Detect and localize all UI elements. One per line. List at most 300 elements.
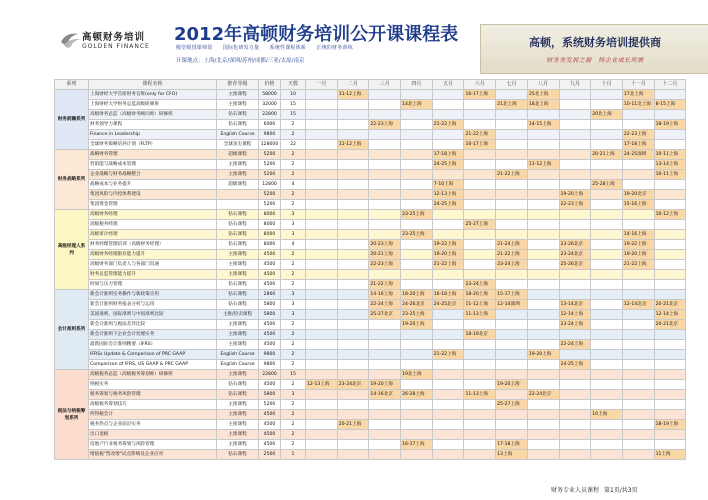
recommend-level: 主推课程 xyxy=(217,340,259,350)
price: 4500 xyxy=(259,270,281,280)
session-cell xyxy=(306,170,338,180)
recommend-level: 主推课程 xyxy=(217,170,259,180)
days: 15 xyxy=(281,100,306,110)
session-cell xyxy=(369,230,401,240)
session-cell xyxy=(401,150,433,160)
table-row xyxy=(55,350,686,360)
session-cell xyxy=(337,150,369,160)
session-cell xyxy=(559,90,591,100)
session-cell xyxy=(464,450,496,460)
session-cell xyxy=(432,410,464,420)
days: 2 xyxy=(281,440,306,450)
session-cell xyxy=(622,170,654,180)
session-cell xyxy=(464,240,496,250)
course-name: 时间与压力管理 xyxy=(89,280,217,290)
session-cell xyxy=(432,380,464,390)
session-cell: 25-27北京 xyxy=(369,310,401,320)
course-name: 高级审计经理 xyxy=(89,230,217,240)
session-cell xyxy=(527,110,559,120)
session-cell: 20-23上海 xyxy=(369,240,401,250)
session-cell: 17-18上海 xyxy=(496,440,528,450)
session-cell xyxy=(496,210,528,220)
session-cell xyxy=(559,380,591,390)
session-cell xyxy=(464,180,496,190)
session-cell xyxy=(401,340,433,350)
session-cell xyxy=(464,160,496,170)
recommend-level: 钻石课程 xyxy=(217,300,259,310)
page-header xyxy=(54,12,672,72)
session-cell xyxy=(591,170,623,180)
session-cell xyxy=(527,210,559,220)
session-cell xyxy=(622,120,654,130)
session-cell xyxy=(496,90,528,100)
days: 2 xyxy=(281,350,306,360)
session-cell: 11-12上海 xyxy=(464,300,496,310)
session-cell xyxy=(496,140,528,150)
session-cell xyxy=(464,410,496,420)
session-cell: 19-22上海 xyxy=(432,240,464,250)
session-cell xyxy=(591,330,623,340)
days: 15 xyxy=(281,370,306,380)
price: 8000 xyxy=(259,220,281,230)
session-cell xyxy=(432,390,464,400)
session-cell xyxy=(527,130,559,140)
recommend-level: English Course xyxy=(217,360,259,370)
session-cell xyxy=(527,140,559,150)
session-cell xyxy=(527,170,559,180)
session-cell xyxy=(622,340,654,350)
table-row xyxy=(55,330,686,340)
session-cell xyxy=(369,180,401,190)
table-row xyxy=(55,420,686,430)
table-row xyxy=(55,210,686,220)
session-cell xyxy=(591,400,623,410)
course-name: 集团资金管理 xyxy=(89,200,217,210)
session-cell xyxy=(559,430,591,440)
table-row xyxy=(55,340,686,350)
price: 128000 xyxy=(259,140,281,150)
session-cell: 15-16上海 xyxy=(622,200,654,210)
session-cell xyxy=(496,190,528,200)
course-name: 高级税务总监（高级税务筹划师）研修班 xyxy=(89,370,217,380)
course-name: 房地产行业税务筹划与风险管理 xyxy=(89,440,217,450)
session-cell xyxy=(337,280,369,290)
session-cell: 12-13上海 xyxy=(432,190,464,200)
session-cell xyxy=(496,220,528,230)
session-cell xyxy=(559,350,591,360)
session-cell xyxy=(337,320,369,330)
session-cell: 19-20上海 xyxy=(496,380,528,390)
session-cell xyxy=(591,390,623,400)
session-cell: 22-23上海 xyxy=(369,120,401,130)
session-cell xyxy=(306,100,338,110)
days: 2 xyxy=(281,150,306,160)
column-header: 九月 xyxy=(559,80,591,90)
session-cell: 23-24北京 xyxy=(559,250,591,260)
session-cell: 18-19北京 xyxy=(464,330,496,340)
session-cell xyxy=(337,410,369,420)
table-row xyxy=(55,400,686,410)
course-name: 纳税实务 xyxy=(89,380,217,390)
price: 2500 xyxy=(259,450,281,460)
price: 4500 xyxy=(259,250,281,260)
session-cell xyxy=(527,450,559,460)
session-cell: 16-17上海 xyxy=(464,140,496,150)
session-cell: 11-12上海 xyxy=(337,90,369,100)
session-cell xyxy=(306,320,338,330)
recommend-level xyxy=(217,190,259,200)
days: 2 xyxy=(281,420,306,430)
session-cell: 18北上海 xyxy=(527,100,559,110)
session-cell xyxy=(591,360,623,370)
recommend-level: 钻石课程 xyxy=(217,240,259,250)
session-cell xyxy=(337,340,369,350)
price: 9800 xyxy=(259,360,281,370)
session-cell xyxy=(306,410,338,420)
session-cell xyxy=(496,330,528,340)
series-category: 高级经理人系列 xyxy=(55,210,89,290)
session-cell xyxy=(591,200,623,210)
session-cell xyxy=(306,420,338,430)
column-header: 十月 xyxy=(591,80,623,90)
session-cell xyxy=(622,450,654,460)
session-cell xyxy=(464,440,496,450)
session-cell xyxy=(559,120,591,130)
price: 5200 xyxy=(259,150,281,160)
recommend-level: 钻石课程 xyxy=(217,230,259,240)
days: 3 xyxy=(281,210,306,220)
session-cell xyxy=(496,310,528,320)
table-row xyxy=(55,300,686,310)
session-cell xyxy=(654,360,686,370)
session-cell: 25-28上海 xyxy=(591,180,623,190)
course-name: 增值税"营改增"试点影响及企业应对 xyxy=(89,450,217,460)
session-cell xyxy=(432,110,464,120)
session-cell xyxy=(654,410,686,420)
session-cell xyxy=(432,270,464,280)
session-cell: 21-22上海 xyxy=(432,350,464,360)
recommend-level: 主推课程 xyxy=(217,430,259,440)
session-cell xyxy=(401,200,433,210)
session-cell xyxy=(337,260,369,270)
session-cell xyxy=(559,290,591,300)
session-cell xyxy=(464,320,496,330)
session-cell: 17北上海 xyxy=(622,90,654,100)
session-cell: 22-24上海 xyxy=(559,340,591,350)
session-cell xyxy=(306,440,338,450)
session-cell xyxy=(654,350,686,360)
session-cell: 14-16上海 xyxy=(369,290,401,300)
session-cell xyxy=(591,120,623,130)
course-name: 上海财经大学财务总监高级研修班 xyxy=(89,100,217,110)
session-cell xyxy=(306,180,338,190)
session-cell xyxy=(591,440,623,450)
session-cell xyxy=(527,230,559,240)
session-cell xyxy=(401,430,433,440)
session-cell: 22-24上海 xyxy=(369,300,401,310)
course-name: 新会计准则实务操作与新政策应用 xyxy=(89,290,217,300)
session-cell xyxy=(369,200,401,210)
session-cell xyxy=(622,220,654,230)
logo-english-name: GOLDEN FINANCE xyxy=(82,43,150,50)
session-cell xyxy=(591,380,623,390)
session-cell xyxy=(622,360,654,370)
recommend-level: 主推课程 xyxy=(217,400,259,410)
session-cell: 10-12上海 xyxy=(654,210,686,220)
column-header: 一月 xyxy=(306,80,338,90)
session-cell: 20-21上海 xyxy=(337,420,369,430)
session-cell xyxy=(306,260,338,270)
session-cell: 21-22上海 xyxy=(432,260,464,270)
session-cell xyxy=(622,270,654,280)
session-cell xyxy=(401,350,433,360)
recommend-level: 超级课程 xyxy=(217,150,259,160)
session-cell xyxy=(369,430,401,440)
course-name: Finance in Leadership xyxy=(89,130,217,140)
session-cell xyxy=(432,330,464,340)
session-cell xyxy=(337,110,369,120)
days: 3 xyxy=(281,300,306,310)
session-cell xyxy=(369,140,401,150)
session-cell xyxy=(401,450,433,460)
session-cell xyxy=(654,370,686,380)
session-cell xyxy=(337,430,369,440)
session-cell xyxy=(306,140,338,150)
recommend-level: 超级课程 xyxy=(217,180,259,190)
session-cell xyxy=(622,430,654,440)
course-name: 新会计准则财务报表分析与运用 xyxy=(89,300,217,310)
session-cell xyxy=(401,140,433,150)
venue-line: 开课地点：上海/北京/深圳/苏州/成都/三亚/太原/南京 xyxy=(176,58,305,64)
session-cell: 23-26北京 xyxy=(559,240,591,250)
session-cell xyxy=(432,140,464,150)
course-name: 高级税务筹划技巧 xyxy=(89,400,217,410)
course-name: 集团风险与内控体系建设 xyxy=(89,190,217,200)
session-cell: 24-25深圳 xyxy=(622,150,654,160)
session-cell xyxy=(369,110,401,120)
session-cell xyxy=(401,400,433,410)
price: 4500 xyxy=(259,410,281,420)
course-name: 财务经理管理培训（高级财务经理） xyxy=(89,240,217,250)
recommend-level: 全球顶尖课程 xyxy=(217,140,259,150)
session-cell xyxy=(306,390,338,400)
session-cell xyxy=(401,170,433,180)
course-name: Comparison of IFRS, US GAAP & PRC GAAP xyxy=(89,360,217,370)
column-header: 推荐等级 xyxy=(217,80,259,90)
table-row xyxy=(55,390,686,400)
session-cell xyxy=(464,200,496,210)
table-row xyxy=(55,140,686,150)
session-cell xyxy=(432,320,464,330)
session-cell xyxy=(464,250,496,260)
column-header: 价格 xyxy=(259,80,281,90)
table-row xyxy=(55,310,686,320)
session-cell xyxy=(559,210,591,220)
session-cell: 21北上海 xyxy=(496,100,528,110)
session-cell xyxy=(464,100,496,110)
series-category: 税法与纳税筹划系列 xyxy=(55,370,89,460)
price: 5800 xyxy=(259,300,281,310)
session-cell: 25-27上海 xyxy=(464,220,496,230)
session-cell xyxy=(401,190,433,200)
session-cell xyxy=(306,330,338,340)
session-cell xyxy=(527,190,559,200)
session-cell xyxy=(401,160,433,170)
session-cell xyxy=(559,160,591,170)
session-cell: 21-22上海 xyxy=(464,130,496,140)
banner-main-text: 高顿，系统财务培训提供商 xyxy=(529,36,661,49)
course-name: 新会计准则与税法差异比较 xyxy=(89,320,217,330)
recommend-level: 钻石课程 xyxy=(217,390,259,400)
page-title: 2012年高顿财务培训公开课课程表 xyxy=(174,24,459,45)
session-cell xyxy=(527,250,559,260)
course-name: 企业战略与财务战略整合 xyxy=(89,170,217,180)
session-cell xyxy=(337,270,369,280)
session-cell xyxy=(369,440,401,450)
recommend-level: 钻石课程 xyxy=(217,280,259,290)
table-row xyxy=(55,240,686,250)
session-cell: 23-24上海 xyxy=(496,260,528,270)
price: 4500 xyxy=(259,320,281,330)
table-row xyxy=(55,450,686,460)
session-cell xyxy=(496,360,528,370)
session-cell: 24-25上海 xyxy=(432,200,464,210)
session-cell xyxy=(622,330,654,340)
course-name: 高级税务经理 xyxy=(89,220,217,230)
session-cell xyxy=(369,100,401,110)
session-cell xyxy=(654,280,686,290)
days: 2 xyxy=(281,430,306,440)
session-cell: 12-14北京 xyxy=(622,300,654,310)
session-cell xyxy=(559,330,591,340)
recommend-level: English Course xyxy=(217,350,259,360)
session-cell xyxy=(337,180,369,190)
course-name: 营销能与战略成本管理 xyxy=(89,160,217,170)
course-name: 高级财务经理 xyxy=(89,210,217,220)
session-cell: 8-15上海 xyxy=(654,100,686,110)
price: 32000 xyxy=(259,100,281,110)
company-logo xyxy=(54,24,166,64)
session-cell xyxy=(306,190,338,200)
session-cell: 11-13上海 xyxy=(464,310,496,320)
session-cell xyxy=(654,180,686,190)
session-cell xyxy=(527,280,559,290)
session-cell xyxy=(527,290,559,300)
session-cell xyxy=(369,270,401,280)
recommend-level: English Course xyxy=(217,130,259,140)
session-cell xyxy=(369,350,401,360)
price: 5200 xyxy=(259,170,281,180)
session-cell xyxy=(337,240,369,250)
session-cell xyxy=(559,410,591,420)
session-cell xyxy=(622,320,654,330)
table-row xyxy=(55,290,686,300)
session-cell xyxy=(306,200,338,210)
session-cell xyxy=(369,370,401,380)
session-cell xyxy=(591,270,623,280)
session-cell: 26-28上海 xyxy=(401,390,433,400)
days: 2 xyxy=(281,280,306,290)
course-name: 战略财务管理 xyxy=(89,150,217,160)
session-cell xyxy=(306,280,338,290)
session-cell: 22-24北京 xyxy=(527,390,559,400)
session-cell xyxy=(369,210,401,220)
session-cell xyxy=(401,90,433,100)
session-cell: 12-13上海 xyxy=(306,380,338,390)
session-cell xyxy=(306,350,338,360)
recommend-level: 钻石课程 xyxy=(217,110,259,120)
session-cell xyxy=(337,200,369,210)
price: 5200 xyxy=(259,200,281,210)
table-header xyxy=(55,80,686,90)
session-cell xyxy=(432,440,464,450)
session-cell xyxy=(306,300,338,310)
session-cell: 18-19上海 xyxy=(654,120,686,130)
session-cell: 10-11上海 xyxy=(654,150,686,160)
session-cell xyxy=(306,120,338,130)
session-cell xyxy=(496,230,528,240)
session-cell: 23-25上海 xyxy=(401,210,433,220)
session-cell: 24-25上海 xyxy=(559,360,591,370)
session-cell xyxy=(527,330,559,340)
session-cell: 14-16上海 xyxy=(622,230,654,240)
recommend-level: 主推课程 xyxy=(217,100,259,110)
days: 2 xyxy=(281,170,306,180)
table-row xyxy=(55,430,686,440)
recommend-level: 主推/热卖课程 xyxy=(217,310,259,320)
days: 2 xyxy=(281,380,306,390)
session-cell: 16-18上海 xyxy=(432,290,464,300)
session-cell xyxy=(306,210,338,220)
session-cell xyxy=(401,110,433,120)
session-cell xyxy=(496,180,528,190)
price: 4500 xyxy=(259,330,281,340)
price: 4500 xyxy=(259,380,281,390)
session-cell: 22-23上海 xyxy=(369,260,401,270)
price: 5200 xyxy=(259,160,281,170)
days: 2 xyxy=(281,190,306,200)
session-cell xyxy=(306,230,338,240)
column-header: 六月 xyxy=(464,80,496,90)
column-header: 八月 xyxy=(527,80,559,90)
price: 6000 xyxy=(259,120,281,130)
session-cell xyxy=(401,180,433,190)
session-cell: 12-14上海 xyxy=(654,310,686,320)
session-cell xyxy=(527,360,559,370)
session-cell xyxy=(654,130,686,140)
price: 58000 xyxy=(259,90,281,100)
session-cell xyxy=(306,220,338,230)
session-cell xyxy=(432,170,464,180)
table-row xyxy=(55,200,686,210)
table-row xyxy=(55,130,686,140)
session-cell: 19-20上海 xyxy=(432,250,464,260)
days: 3 xyxy=(281,220,306,230)
course-name: 出口退税 xyxy=(89,430,217,440)
table-row xyxy=(55,370,686,380)
session-cell xyxy=(337,350,369,360)
session-cell xyxy=(337,300,369,310)
session-cell: 18-20上海 xyxy=(401,290,433,300)
days: 1 xyxy=(281,450,306,460)
session-cell xyxy=(432,310,464,320)
table-row xyxy=(55,260,686,270)
price: 5200 xyxy=(259,400,281,410)
price: 4500 xyxy=(259,430,281,440)
session-cell xyxy=(306,130,338,140)
price: 8000 xyxy=(259,240,281,250)
session-cell xyxy=(306,270,338,280)
